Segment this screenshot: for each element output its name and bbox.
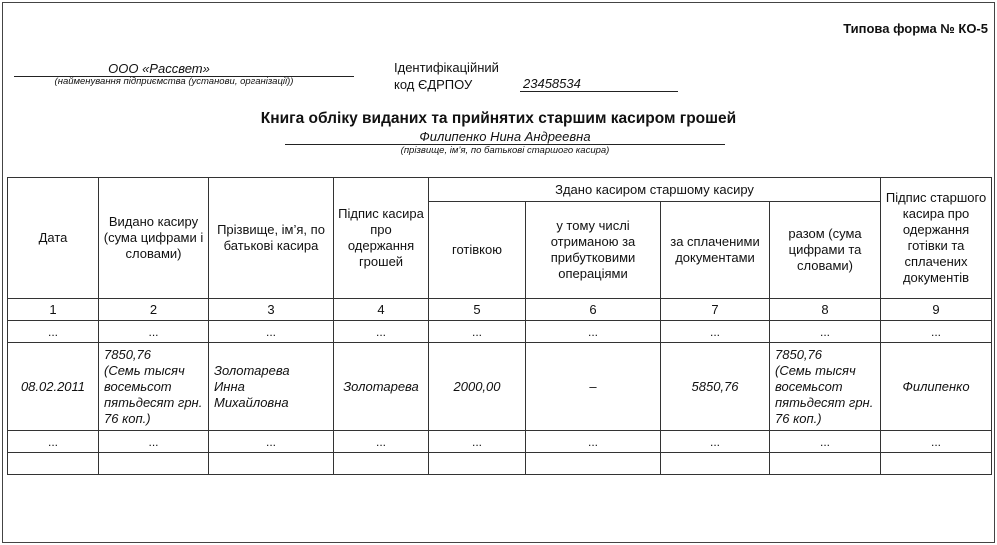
blank-cell [334,453,429,475]
ledger-table [7,177,992,475]
column-number: 6 [526,299,661,321]
ellipsis-cell: ... [209,321,334,343]
issued-words: 76 коп.) [104,410,151,426]
blank-cell [429,453,526,475]
blank-cell [209,453,334,475]
ellipsis-cell: ... [770,321,881,343]
cell-paid-docs: 5850,76 [661,343,770,431]
ellipsis-cell: ... [209,431,334,453]
total-amount: 7850,76 [775,346,822,362]
ellipsis-cell: ... [661,431,770,453]
ellipsis-cell: ... [8,321,99,343]
ellipsis-cell: ... [334,431,429,453]
ellipsis-cell: ... [429,431,526,453]
column-number: 8 [770,299,881,321]
identifier-label-line2: код ЄДРПОУ [394,77,473,92]
cashier-first-name: Инна [214,378,245,394]
ellipsis-cell: ... [661,321,770,343]
column-number: 3 [209,299,334,321]
column-number: 1 [8,299,99,321]
header-cashier-name: Прізвище, ім’я, по батькові касира [209,178,334,299]
column-numbers-row [8,299,992,321]
column-number: 2 [99,299,209,321]
blank-cell [526,453,661,475]
ellipsis-cell: ... [429,321,526,343]
issued-words: восемьсот [104,378,172,394]
ellipsis-cell: ... [526,431,661,453]
header-cash: готівкою [429,202,526,299]
cell-cash: 2000,00 [429,343,526,431]
ellipsis-cell: ... [8,431,99,453]
cell-date: 08.02.2011 [8,343,99,431]
total-words: восемьсот [775,378,843,394]
ellipsis-cell: ... [881,431,992,453]
header-group-handed-over: Здано касиром старшому касиру [429,178,881,202]
header-signature-receipt: Підпис касира про одержання грошей [334,178,429,299]
blank-cell [770,453,881,475]
cashier-surname: Золотарева [214,362,290,378]
issued-words: (Семь тысяч [104,362,185,378]
blank-cell [881,453,992,475]
cell-senior-signature: Филипенко [881,343,992,431]
cell-issued [99,343,209,431]
ellipsis-cell: ... [334,321,429,343]
issued-words: пятьдесят грн. [104,394,203,410]
blank-cell [8,453,99,475]
header-date: Дата [8,178,99,299]
column-number: 7 [661,299,770,321]
ellipsis-cell: ... [99,431,209,453]
organization-name: ООО «Рассвет» [108,61,210,76]
form-number: Типова форма № КО-5 [843,21,988,36]
cell-incl-receipts: – [526,343,661,431]
organization-caption: (найменування підприємства (установи, організації)) [54,76,294,87]
total-words: пятьдесят грн. [775,394,874,410]
blank-cell [99,453,209,475]
header-incl-receipts: у тому числі отриманою за прибутковими операціями [526,202,661,299]
header-paid-docs: за сплаченими документами [661,202,770,299]
header-senior-signature: Підпис старшого касира про одержання готівки та сплачених документів [881,178,992,299]
ellipsis-cell: ... [881,321,992,343]
cashier-patronymic: Михайловна [214,394,289,410]
header-total: разом (сума цифрами та словами) [770,202,881,299]
identifier-label-line1: Ідентифікаційний [394,60,499,75]
cell-cashier-name [209,343,334,431]
issued-amount: 7850,76 [104,346,151,362]
blank-row [8,453,992,475]
ellipsis-row [8,431,992,453]
document-title: Книга обліку виданих та прийнятих старшим касиром грошей [260,110,737,127]
column-number: 9 [881,299,992,321]
organization-name-field [14,62,354,77]
cell-signature: Золотарева [334,343,429,431]
total-words: 76 коп.) [775,410,822,426]
edrpou-code: 23458534 [520,76,678,92]
total-words: (Семь тысяч [775,362,856,378]
cell-total [770,343,881,431]
blank-cell [661,453,770,475]
senior-cashier-caption: (прізвище, ім’я, по батькові старшого касира) [400,145,610,156]
ellipsis-cell: ... [526,321,661,343]
ellipsis-cell: ... [770,431,881,453]
ellipsis-row [8,321,992,343]
senior-cashier-name: Филипенко Нина Андреевна [285,129,725,145]
table-row [8,343,992,431]
column-number: 4 [334,299,429,321]
header-issued: Видано касиру (сума цифрами і словами) [99,178,209,299]
ellipsis-cell: ... [99,321,209,343]
header-row [8,178,992,202]
column-number: 5 [429,299,526,321]
